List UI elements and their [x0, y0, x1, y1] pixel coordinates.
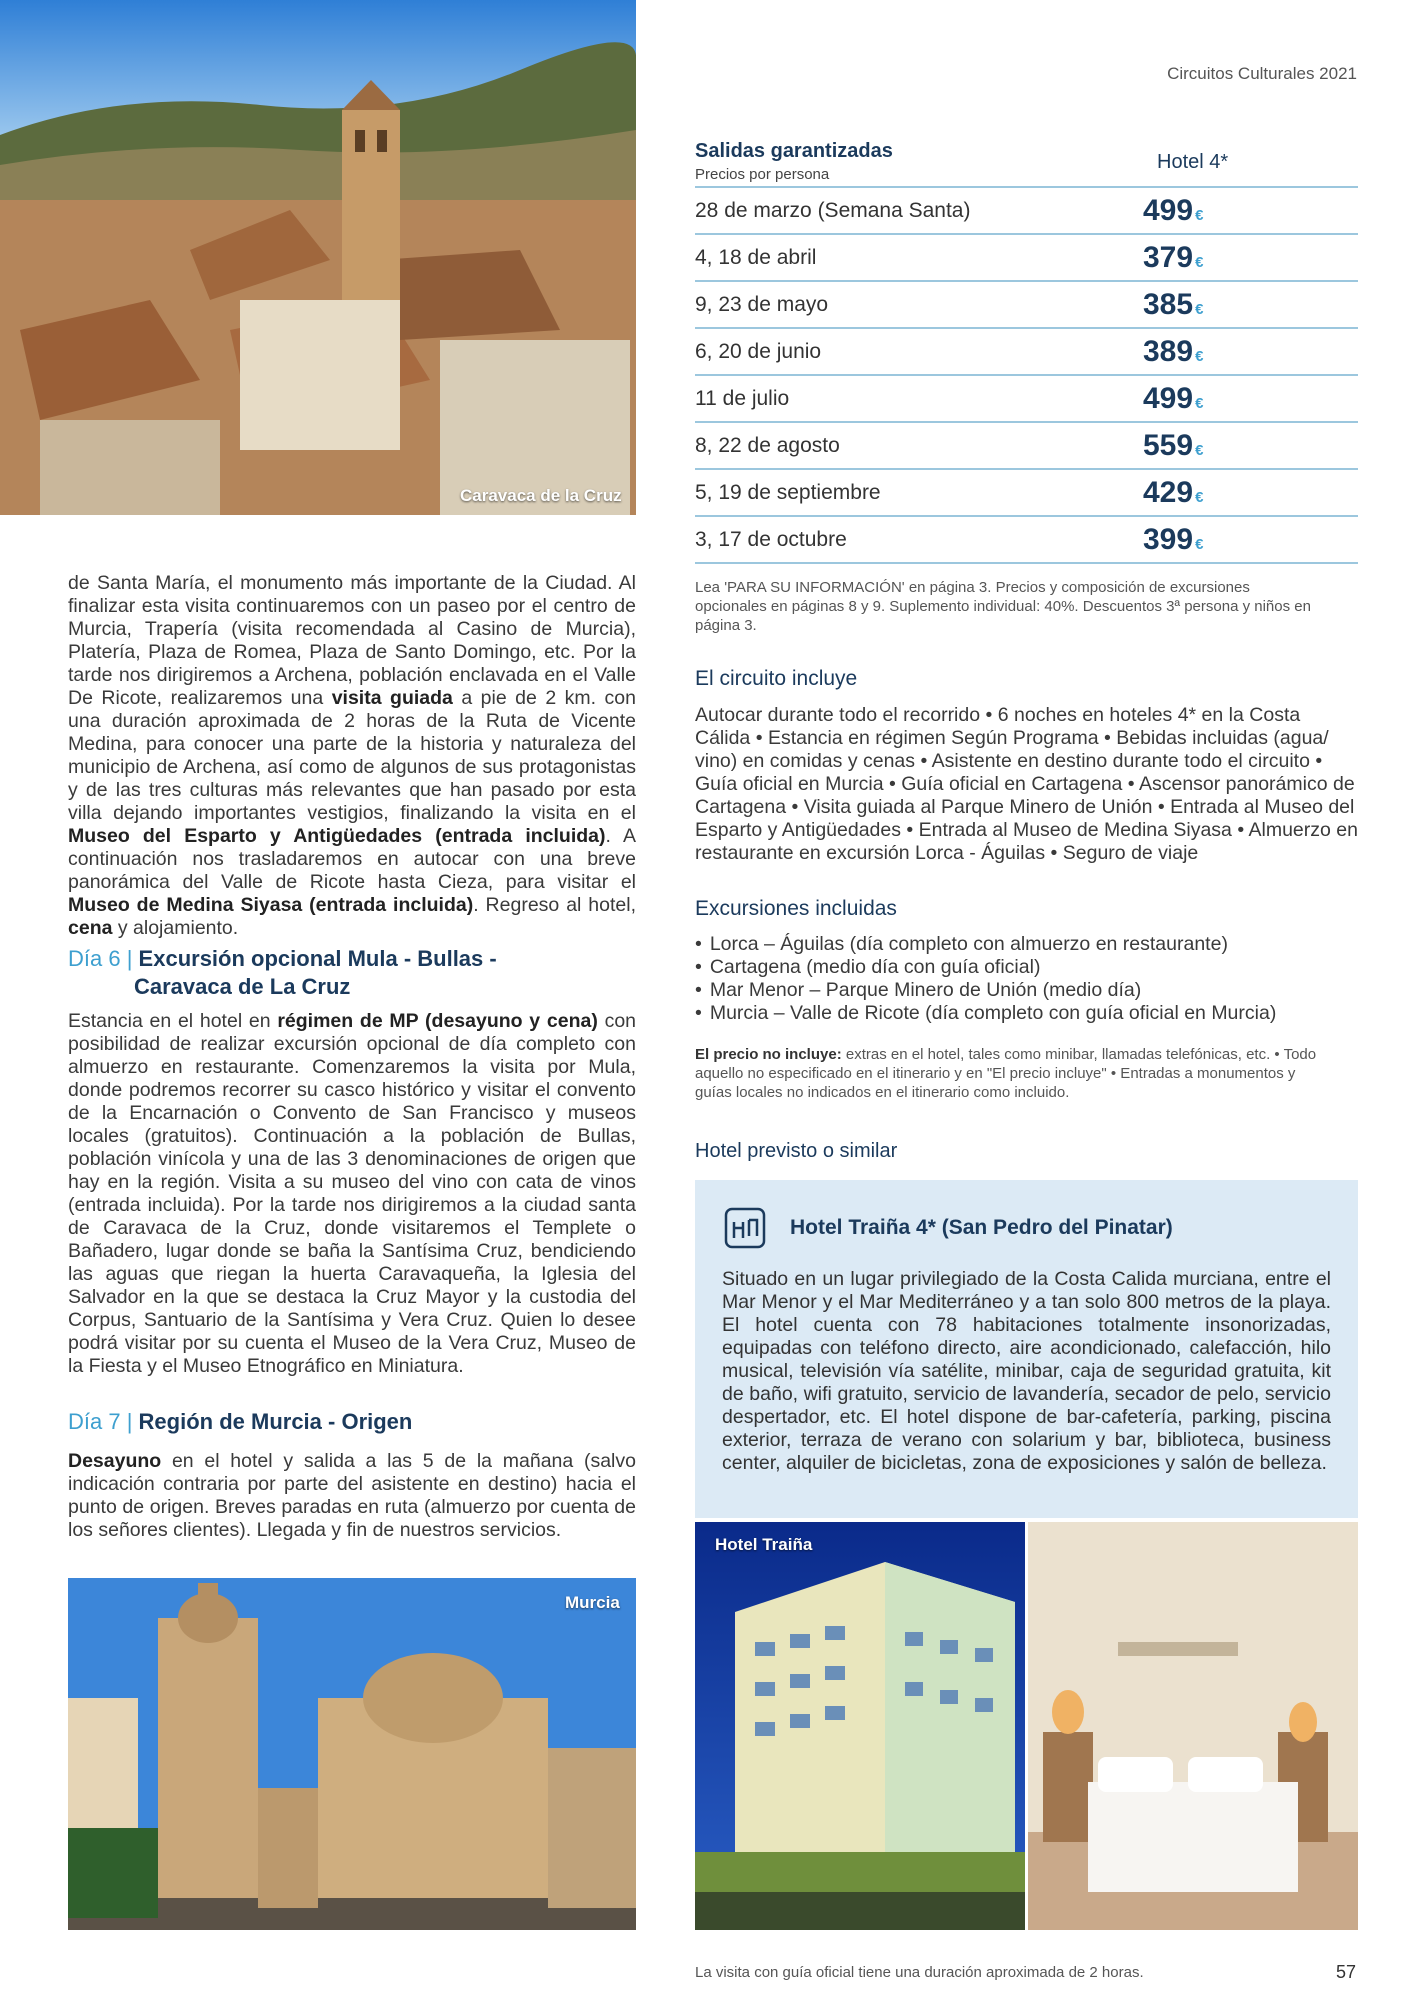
price-row: [695, 422, 1358, 469]
hotel-description: Situado en un lugar privilegiado de la Costa Calida murciana, entre el Mar Menor y el Mar Mediterráneo y a tan solo 800 metros de la playa. El hotel cuenta con 78 habitaciones totalmente insonorizadas, equipadas con teléfono directo, aire acondicionado, calefacción, hilo musical, televisión vía satélite, minibar, caja de seguridad gratuita, kit de baño, wifi gratuito, servicio de lavandería, secador de pelo, servicio despertador, etc. El hotel dispone de bar-cafetería, parking, piscina exterior, terraza de verano con solarium y bar, biblioteca, business center, alquiler de bicicletas, zona de exposiciones y salón de belleza.: [722, 1268, 1331, 1474]
murcia-caption: Murcia: [565, 1593, 620, 1612]
hotel-exterior-photo: [695, 1522, 1025, 1930]
departure-date: 6, 20 de junio: [695, 328, 1143, 375]
price-cell: [1143, 469, 1358, 516]
departure-date: 5, 19 de septiembre: [695, 469, 1143, 516]
running-header: Circuitos Culturales 2021: [1167, 64, 1357, 83]
price-row: [695, 516, 1358, 563]
hotel-section-title: Hotel previsto o similar: [695, 1140, 898, 1162]
hotel-name: Hotel Traiña 4* (San Pedro del Pinatar): [790, 1216, 1173, 1239]
price-row: [695, 328, 1358, 375]
price-value: 499: [1143, 381, 1194, 415]
hotel-column-header: Hotel 4*: [1157, 151, 1229, 173]
excursions-title: Excursiones incluidas: [695, 897, 897, 920]
price-cell: [1143, 187, 1358, 234]
price-cell: [1143, 422, 1358, 469]
day6-number: Día 6 |: [68, 946, 133, 971]
price-row: [695, 375, 1358, 422]
day6-heading: [68, 945, 636, 1001]
footer-note: La visita con guía oficial tiene una duración aproximada de 2 horas.: [695, 1964, 1144, 1981]
day6-title: Excursión opcional Mula - Bullas -: [138, 946, 497, 971]
price-value: 429: [1143, 475, 1194, 509]
day7-number: Día 7 |: [68, 1409, 133, 1434]
prices-title: Salidas garantizadas: [695, 140, 893, 162]
day7-heading: [68, 1408, 636, 1436]
price-value: 389: [1143, 334, 1194, 368]
departure-date: 8, 22 de agosto: [695, 422, 1143, 469]
includes-title: El circuito incluye: [695, 667, 858, 690]
currency-symbol: €: [1195, 488, 1204, 506]
day6-paragraph: Estancia en el hotel en régimen de MP (desayuno y cena) con posibilidad de realizar excursión opcional de día completo con almuerzo en restaurante. Comenzaremos la visita por Mula, donde podremos recorrer su casco histórico y visitar el convento de la Encarnación o Convento de San Francisco y museos locales (gratuitos). Continuación a la población de Bullas, población vinícola y una de las 3 denominaciones de origen que hay en la región. Visita a su museo del vino con cata de vinos (entrada incluida). Por la tarde nos dirigiremos a la ciudad santa de Caravaca de la Cruz, donde visitaremos el Templete o Bañadero, lugar donde se baña la Santísima Cruz, bendiciendo las aguas que riegan la huerta Caravaqueña, la Iglesia del Salvador en la que se destaca la Cruz Mayor y la custodia del Corpus, Santuario de la Santísima y Vera Cruz. Quien lo desee podrá visitar por su cuenta el Museo de la Vera Cruz, Museo de la Fiesta y el Museo Etnográfico en Miniatura.: [68, 1010, 637, 1377]
departure-date: 9, 23 de mayo: [695, 281, 1143, 328]
price-value: 379: [1143, 240, 1194, 274]
includes-text: Autocar durante todo el recorrido • 6 noches en hoteles 4* en la Costa Cálida • Estancia en régimen Según Programa • Bebidas incluidas (agua/ vino) en comidas y cenas • Asistente en destino durante todo el circuito • Guía oficial en Murcia • Guía oficial en Cartagena • Ascensor panorámico de Cartagena • Visita guiada al Parque Minero de Unión • Entrada al Museo del Esparto y Antigüedades • Entrada al Museo de Medina Siyasa • Almuerzo en restaurante en excursión Lorca - Águilas • Seguro de viaje: [695, 704, 1358, 864]
price-value: 499: [1143, 193, 1194, 227]
price-row: [695, 187, 1358, 234]
murcia-photo: [68, 1578, 636, 1930]
excursion-item: • Cartagena (medio día con guía oficial): [695, 956, 1358, 979]
prices-subtitle: Precios por persona: [695, 166, 830, 183]
price-row: [695, 281, 1358, 328]
day6-title-line2: Caravaca de La Cruz: [134, 974, 351, 999]
excursions-list: [695, 933, 1358, 1025]
excursion-item: • Lorca – Águilas (día completo con almuerzo en restaurante): [695, 933, 1358, 956]
hotel-exterior-caption: Hotel Traiña: [715, 1535, 813, 1554]
price-row: [695, 234, 1358, 281]
price-value: 399: [1143, 522, 1194, 556]
currency-symbol: €: [1195, 394, 1204, 412]
currency-symbol: €: [1195, 206, 1204, 224]
not-included-note: El precio no incluye: extras en el hotel, tales como minibar, llamadas telefónicas, etc. • Todo aquello no especificado en el itinerario y en "El precio incluye" • Entradas a monumentos y guías locales no indicados en el itinerario como incluido.: [695, 1046, 1317, 1101]
caravaca-caption: Caravaca de la Cruz: [460, 486, 622, 505]
hotel-room-photo: [1028, 1522, 1358, 1930]
excursion-item: • Mar Menor – Parque Minero de Unión (medio día): [695, 979, 1358, 1002]
price-cell: [1143, 375, 1358, 422]
departure-date: 3, 17 de octubre: [695, 516, 1143, 563]
day7-title: Región de Murcia - Origen: [138, 1409, 413, 1434]
price-value: 559: [1143, 428, 1194, 462]
price-cell: [1143, 281, 1358, 328]
price-cell: [1143, 516, 1358, 563]
prices-table: [695, 186, 1358, 564]
price-row: [695, 469, 1358, 516]
currency-symbol: €: [1195, 535, 1204, 553]
caravaca-photo: [0, 0, 636, 515]
price-value: 385: [1143, 287, 1194, 321]
page-number: 57: [1336, 1962, 1357, 1982]
currency-symbol: €: [1195, 300, 1204, 318]
currency-symbol: €: [1195, 441, 1204, 459]
price-cell: [1143, 328, 1358, 375]
hotel-info-box: [695, 1180, 1358, 1518]
day7-paragraph: Desayuno en el hotel y salida a las 5 de la mañana (salvo indicación contraria por parte del asistente en destino) hacia el punto de origen. Breves paradas en ruta (almuerzo por cuenta de los señores clientes). Llegada y fin de nuestros servicios.: [68, 1450, 636, 1541]
currency-symbol: €: [1195, 347, 1204, 365]
currency-symbol: €: [1195, 253, 1204, 271]
intro-paragraph: de Santa María, el monumento más importante de la Ciudad. Al finalizar esta visita continuaremos con un paseo por el centro de Murcia, Trapería (visita recomendada al Casino de Murcia), Platería, Plaza de Romea, Plaza de Santo Domingo, etc. Por la tarde nos dirigiremos a Archena, población enclavada en el Valle De Ricote, realizaremos una visita guiada a pie de 2 km. con una duración aproximada de 2 horas de la Ruta de Vicente Medina, para conocer una parte de la historia y naturaleza del municipio de Archena, así como de algunos de sus protagonistas y de las tres culturas más relevantes que han pasado por esta villa dejando importantes vestigios, finalizando la visita en el Museo del Esparto y Antigüedades (entrada incluida). A continuación nos trasladaremos en autocar con una breve panorámica del Valle de Ricote hasta Cieza, para visitar el Museo de Medina Siyasa (entrada incluida). Regreso al hotel, cena y alojamiento.: [68, 572, 636, 939]
departure-date: 11 de julio: [695, 375, 1143, 422]
departure-date: 28 de marzo (Semana Santa): [695, 187, 1143, 234]
excursion-item: • Murcia – Valle de Ricote (día completo con guía oficial en Murcia): [695, 1002, 1358, 1025]
prices-note: Lea 'PARA SU INFORMACIÓN' en página 3. Precios y composición de excursiones opcionales en páginas 8 y 9. Suplemento individual: 40%. Descuentos 3ª persona y niños en página 3.: [695, 579, 1311, 634]
hotel-icon: [723, 1206, 767, 1250]
departure-date: 4, 18 de abril: [695, 234, 1143, 281]
price-cell: [1143, 234, 1358, 281]
